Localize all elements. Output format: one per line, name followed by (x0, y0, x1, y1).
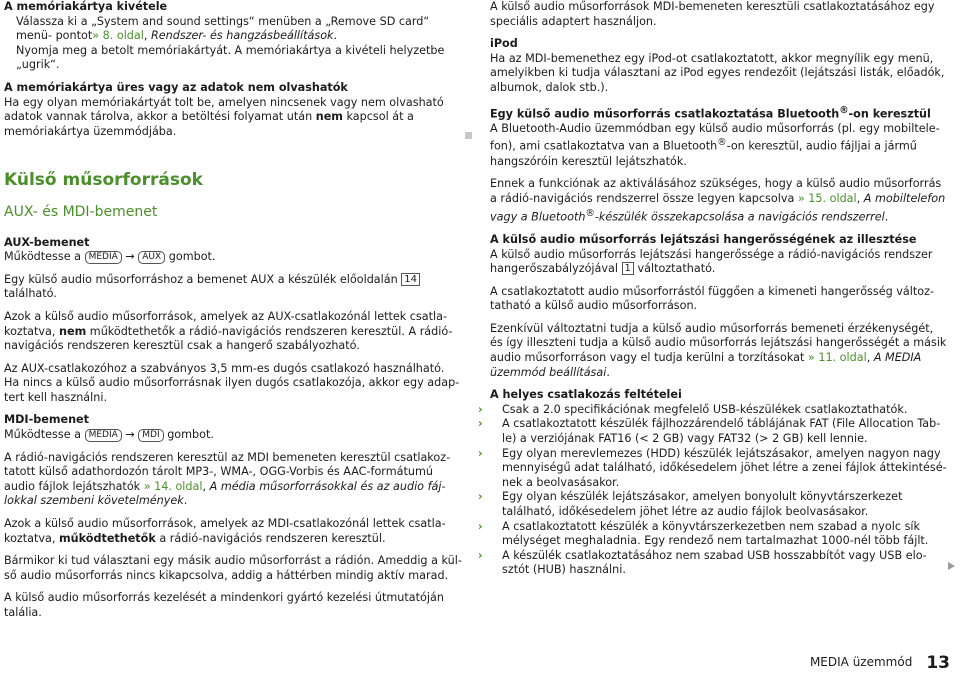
connection-item: › A csatlakoztatott készülék fájlhozzárendelő táblájának FAT (File Allocation Table) a verziójának FAT16 (< 2 GB) vagy FAT32 (> 2 GB) kell lennie. (478, 417, 941, 446)
aux-paragraph-1: Egy külső audio műsorforráshoz a bemenet AUX a készülék előoldalán 14 található. (4, 273, 462, 302)
volume-title: A külső audio műsorforrás lejátszási hangerősségének az illesztése (490, 232, 917, 246)
bullet-arrow-icon: › (478, 446, 483, 460)
connection-item: › Egy olyan készülék lejátszásakor, amelyen bonyolult könyvtárszerkezet található, időkésedelem jöhet létre az audio fájlok beolvasásakor. (478, 490, 903, 519)
bluetooth-paragraph-1: A Bluetooth-Audio üzemmódban egy külső audio műsorforrás (pl. egy mobiltelefon), ami csatlakoztatva van a Bluetooth®-on keresztül, audio fájljai a jármű hangszóróin keresztül lejátszhatók. (490, 121, 940, 168)
connection-item: › A csatlakoztatott készülék a könyvtárszerkezetben nem szabad a nyolc sík mélységet meghaladnia. Egy rendező nem tartalmazhat 1000-nél több fájlt. (478, 519, 929, 548)
left-column (4, 0, 462, 621)
mdi-title: MDI-bemenet (4, 413, 89, 427)
mdi-paragraph-3: Bármikor ki tud választani egy másik audio műsorforrást a rádión. Ameddig a külső audio műsorforrás nincs kikapcsolva, addig a háttérben mindig aktív marad. (4, 554, 462, 582)
mdi-paragraph-2: Azok a külső audio műsorforrások, amelyek az MDI-csatlakozónál lettek csatlakoztatva, működtethetők a rádió-navigációs rendszeren keresztül. (4, 517, 446, 545)
sd-eject-title: A memóriakártya kivétele (4, 0, 168, 13)
aux-operation: Működtesse a MEDIA → AUX gombot. (4, 250, 216, 264)
sd-eject-step-2: Nyomja meg a betolt memóriakártyát. A memóriakártya a kivételi helyzetbe „ugrik“. (4, 44, 462, 73)
bluetooth-paragraph-2: Ennek a funkciónak az aktiválásához szükséges, hogy a külső audio műsorforrás a rádió-navigációs rendszerrel össze legyen kapcsolva » 15. oldal, A mobiltelefon vagy a Bluetooth®-készülék összekapcsolása a navigációs rendszerrel. (490, 177, 946, 224)
page-number: 13 (926, 653, 950, 673)
ipod-text: Ha az MDI-bemenethez egy iPod-ot csatlakoztatott, akkor megnyílik egy menü, amelyikben ki tudja választani az iPod egyes rendezőit (lejátszási listák, előadók, albumok, dalok stb.). (490, 51, 945, 94)
page-footer (810, 655, 950, 673)
right-column (478, 0, 948, 578)
bullet-arrow-icon: › (478, 548, 483, 562)
mdi-operation: Működtesse a MEDIA → MDI gombot. (4, 428, 214, 442)
mdi-paragraph-4: A külső audio műsorforrás kezelését a mindenkori gyártó kezelési útmutatóján talália. (4, 591, 444, 619)
empty-card-text: Ha egy olyan memóriakártyát tolt be, amelyen nincsenek vagy nem olvasható adatok vannak tárolva, akkor a betöltési folyamat után nem kapcsol át a memóriakártya üzemmódjába. (4, 95, 444, 138)
bullet-arrow-icon: › (478, 490, 483, 504)
bullet-arrow-icon: › (478, 417, 483, 431)
continue-arrow-icon (948, 562, 955, 570)
ipod-title: iPod (490, 37, 518, 51)
mdi-paragraph-1: A rádió-navigációs rendszeren keresztül az MDI bemeneten keresztül csatlakoztatott külső adathordozón tárolt MP3-, WMA-, OGG-Vorbis és AAC-formátumú audio fájlok lejátszhatók » 14. oldal, A média műsorforrásokkal és az audio fájlokkal szembeni követelmények. (4, 450, 451, 508)
connection-item: › Egy olyan merevlemezes (HDD) készülék lejátszásakor, amelyen nagyon nagy mennyiségű adat található, időkésedelem jöhet létre a zenei fájlok áttekintésének a beolvasásakor. (478, 446, 947, 489)
section-end-marker (465, 132, 472, 139)
bullet-arrow-icon: › (478, 402, 483, 416)
figure-callout: 1 (622, 262, 634, 275)
connection-item: › Csak a 2.0 specifikációnak megfelelő USB-készülékek csatlakoztathatók. (478, 402, 908, 416)
section-title: Külső műsorforrások (4, 170, 203, 191)
bullet-arrow-icon (4, 44, 16, 59)
mdi-key: MDI (138, 429, 163, 442)
aux-key: AUX (138, 251, 165, 264)
page-reference[interactable]: » 15. oldal (797, 192, 857, 205)
volume-paragraph-3: Ezenkívül változtatni tudja a külső audio műsorforrás bemeneti érzékenységét, és így illeszteni tudja a külső audio műsorforrás lejátszási hangerősségét a másik audio műsorforráson vagy el tudja kerülni a torzításokat » 11. oldal, A MEDIA üzemmód beállításai. (490, 321, 947, 379)
empty-card-title: A memóriakártya üres vagy az adatok nem olvashatók (4, 80, 348, 94)
bullet-arrow-icon: › (478, 519, 483, 533)
sd-eject-step-1: Válassza ki a „System and sound settings“ menüben a „Remove SD card“ menü- pontot» 8. oldal, Rendszer- és hangzásbeállítások. (4, 15, 462, 44)
media-key: MEDIA (85, 429, 122, 442)
connection-title: A helyes csatlakozás feltételei (490, 388, 682, 402)
volume-paragraph-1: A külső audio műsorforrás lejátszási hangerőssége a rádió-navigációs rendszer hangerőszabályzójával 1 változtatható. (490, 247, 933, 276)
aux-paragraph-3: Az AUX-csatlakozóhoz a szabványos 3,5 mm-es dugós csatlakozó használható. Ha nincs a külső audio műsorforrásnak ilyen dugós csatlakozója, akkor egy adaptert kell használni. (4, 361, 460, 404)
aux-paragraph-2: Azok a külső audio műsorforrások, amelyek az AUX-csatlakozónál lettek csatlakoztatva, nem működtethetők a rádió-navigációs rendszeren keresztül. A rádió-navigációs rendszeren keresztül csak a hangerő szabályozható. (4, 309, 453, 353)
footer-section-name: MEDIA üzemmód (809, 655, 913, 669)
page-reference[interactable]: » 14. oldal (143, 479, 203, 493)
subsection-title: AUX- és MDI-bemenet (4, 203, 158, 220)
connection-item: › A készülék csatlakoztatásához nem szabad USB hosszabbítót vagy USB elosztót (HUB) használni. (478, 548, 927, 577)
media-key: MEDIA (85, 251, 122, 264)
figure-callout: 14 (401, 273, 420, 286)
bluetooth-title: Egy külső audio műsorforrás csatlakoztatása Bluetooth®-on keresztül (490, 104, 931, 121)
page-reference[interactable]: » 8. oldal (92, 29, 144, 43)
aux-title: AUX-bemenet (4, 235, 90, 249)
bullet-arrow-icon (4, 15, 16, 30)
volume-paragraph-2: A csatlakoztatott audio műsorforrástól függően a kimeneti hangerősség változtatható a külső audio műsorforráson. (490, 284, 934, 313)
page-reference[interactable]: » 11. oldal (807, 351, 867, 365)
adapter-paragraph: A külső audio műsorforrások MDI-bemeneten keresztüli csatlakoztatásához egy speciális adaptert használjon. (490, 0, 935, 28)
